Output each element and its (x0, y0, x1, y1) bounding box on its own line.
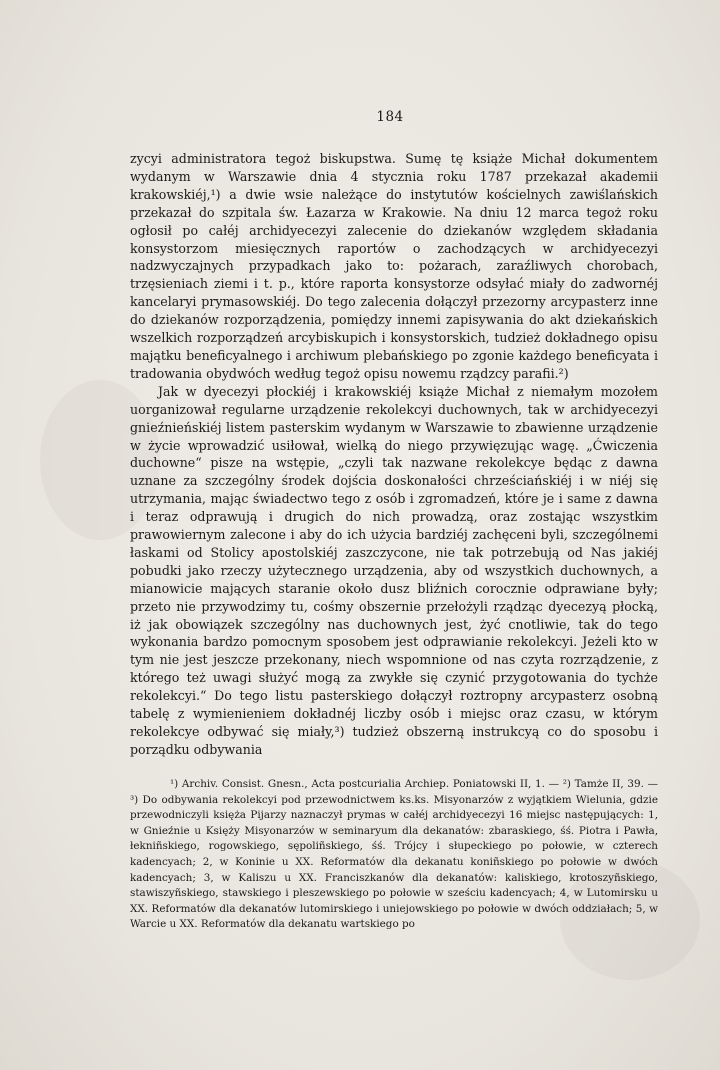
body-paragraph-1: zycyi administratora tegoż biskupstwa. Sumę tę książe Michał dokumentem wydanym w Warszawie dnia 4 stycznia roku 1787 przekazał akademii krakowskiéj,¹) a dwie wsie należące do instytutów kościelnych zawiślańskich przekazał do szpitala św. Łazarza w Krakowie. Na dniu 12 marca tegoż roku ogłosił po całéj archidyecezyi zalecenie do dziekanów względem składania konsystorzom miesięcznych raportów o zachodzących w archidyecezyi nadzwyczajnych przypadkach jako to: pożarach, zaraźliwych chorobach, trzęsieniach ziemi i t. p., które raporta konsystorze odsyłać miały do zadwornéj kancelaryi prymasowskiéj. Do tego zalecenia dołączył przezorny arcypasterz inne do dziekanów rozporządzenia, pomiędzy innemi zapisywania do akt dziekańskich wszelkich rozporządzeń arcybiskupich i konsystorskich, tudzież dokładnego opisu majątku beneficyalnego i archiwum plebańskiego po zgonie każdego beneficyata i tradowania obydwóch według tegoż opisu nowemu rządzcy parafii.²) (130, 151, 658, 381)
body-paragraph-2: Jak w dyecezyi płockiéj i krakowskiéj książe Michał z niemałym mozołem uorganizował regularne urządzenie rekolekcyi duchownych, tak w archidyecezyi gnieźnieńskiéj listem pasterskim wydanym w Warszawie to zbawienne urządzenie w życie wprowadzić usiłował, wielką do niego przywięzując wagę. „Ćwiczenia duchowne“ pisze na wstępie, „czyli tak nazwane rekolekcye będąc z dawna uznane za szczególny środek dojścia doskonałości chrześciańskiéj i w niéj się utrzymania, mając świadectwo tego z osób i zgromadzeń, które je i same z dawna i teraz odprawują i drugich do nich prowadzą, oraz zostając wszystkim prawowiernym zalecone i aby do ich użycia bardziéj zachęceni byli, szczególnemi łaskami od Stolicy apostolskiéj zaszczycone, nie tak potrzebują od Nas jakiéj pobudki jako rzeczy użytecznego urządzenia, aby od wszystkich duchownych, a mianowicie mających staranie około dusz bliźnich corocznie odprawiane były; przeto nie przywodzimy tu, cośmy obszernie przełożyli rządząc dyecezyą płocką, iż jak obowiązek szczególny nas duchownych jest, żyć cnotliwie, tak do tego wykonania bardzo pomocnym sposobem jest odprawianie rekolekcyi. Jeżeli kto w tym nie jest jeszcze przekonany, niech wspomnione od nas czyta rozrządzenie, z którego też uwagi służyć mogą za zwykłe się czynić przygotowania do tychże rekolekcyi.“ Do tego listu pasterskiego dołączył roztropny arcypasterz osobną tabelę z wymienieniem dokładnéj liczby osób i miejsc oraz czasu, w którym rekolekcye odbywać się miały,³) tudzież obszerną instrukcyą co do sposobu i porządku odbywania (130, 383, 658, 757)
body-text (130, 150, 658, 759)
page-number: 184 (376, 109, 404, 125)
footnote-text: ¹) Archiv. Consist. Gnesn., Acta postcurialia Archiep. Poniatowski II, 1. — ²) Tamże II, 39. — ³) Do odbywania rekolekcyi pod przewodnictwem ks.ks. Misyonarzów z wyjątkiem Wielunia, gdzie przewodniczyli księża Pijarzy naznaczył prymas w całéj archidyecezyi 16 miejsc następujących: 1, w Gnieźnie u Księży Misyonarzów w seminaryum dla dekanatów: zbaraskiego, śś. Piotra i Pawła, łekniñskiego, rogowskiego, sępoliñskiego, śś. Trójcy i słupeckiego po połowie, w czterech kadencyach; 2, w Koninie u XX. Reformatów dla dekanatu koniñskiego po połowie w dwóch kadencyach; 3, w Kaliszu u XX. Franciszkanów dla dekanatów: kaliskiego, krotoszyñskiego, stawiszyñskiego, stawskiego i pleszewskiego po połowie w sześciu kadencyach; 4, w Lutomirsku u XX. Reformatów dla dekanatów lutomirskiego i uniejowskiego po połowie w dwóch oddziałach; 5, w Warcie u XX. Reformatów dla dekanatu wartskiego po (130, 778, 658, 931)
footnotes (130, 777, 658, 933)
